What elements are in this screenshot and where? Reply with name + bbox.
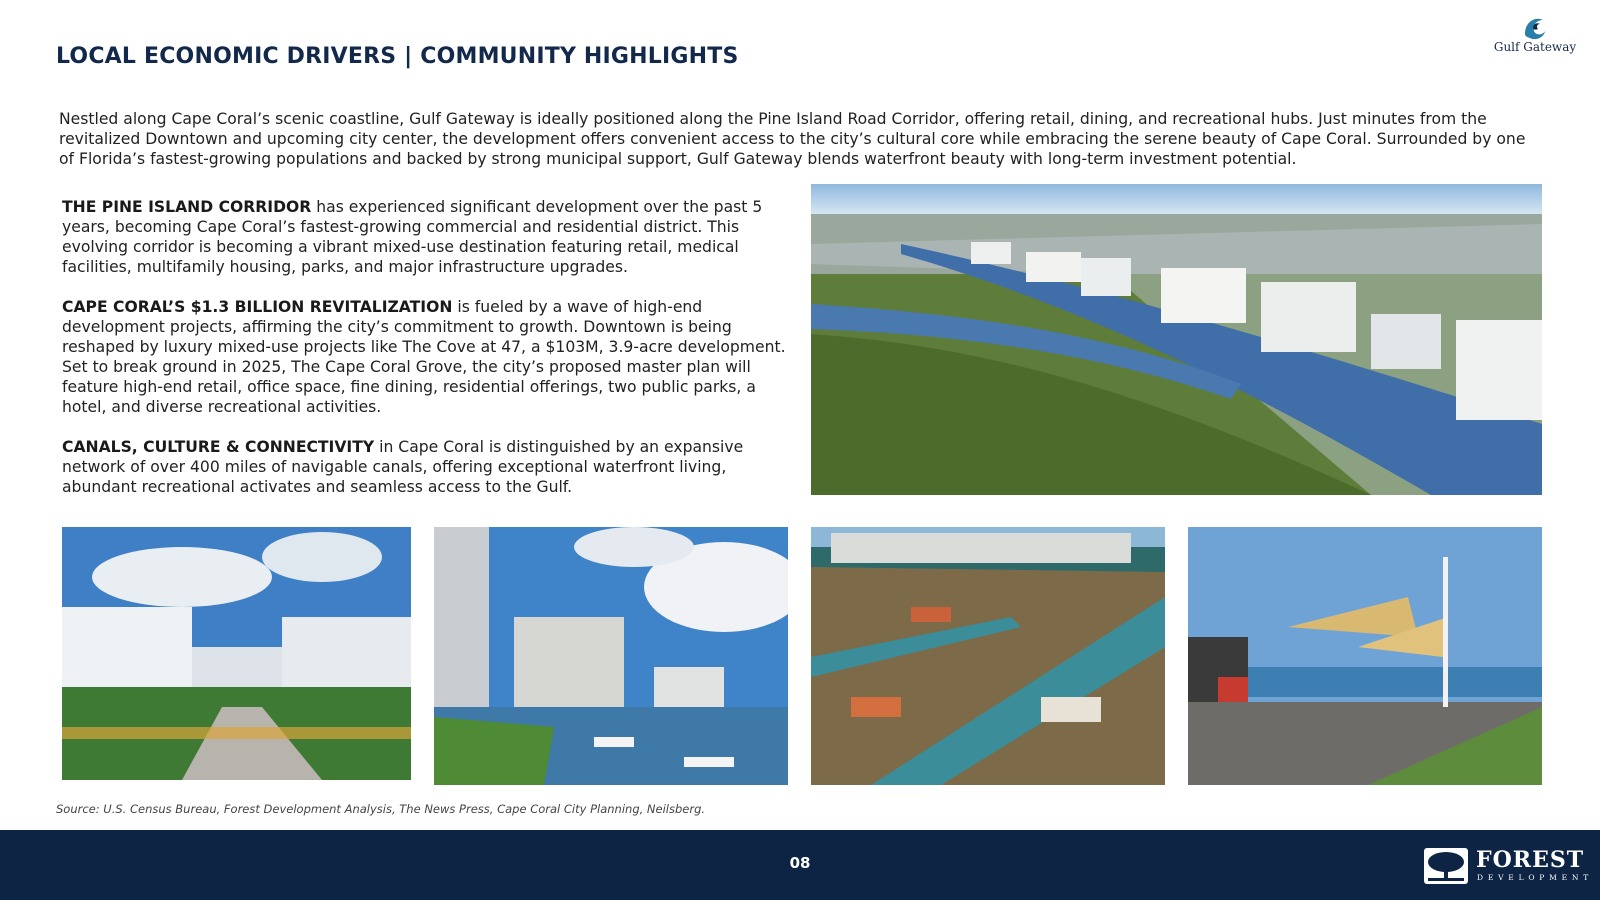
forest-development-logo: [1424, 847, 1594, 884]
section-lead: CAPE CORAL’S $1.3 BILLION REVITALIZATION: [62, 298, 453, 316]
highlight-sections: [62, 197, 792, 517]
source-citation: Source: U.S. Census Bureau, Forest Development Analysis, The News Press, Cape Coral City Planning, Neilsberg.: [56, 802, 706, 816]
page-number: 08: [789, 854, 811, 872]
marina-building-photo: [434, 527, 788, 785]
section-revitalization: [62, 297, 792, 417]
wave-icon: [1521, 14, 1549, 40]
canal-aerial-photo: [811, 527, 1165, 785]
logo-wordmark: Gulf Gateway: [1493, 40, 1577, 54]
section-pine-island: [62, 197, 792, 277]
gulf-gateway-logo: [1490, 14, 1580, 62]
section-lead: THE PINE ISLAND CORRIDOR: [62, 198, 312, 216]
section-body: is fueled by a wave of high-end development projects, affirming the city’s commitment to growth. Downtown is being reshaped by luxury mixed-use projects like The Cove at 47, a $103M, 3.9-acre development. Set to break ground in 2025, The Cape Coral Grove, the city’s proposed master plan will feature high-end retail, office space, fine dining, residential offerings, two public parks, a hotel, and diverse recreational activities.: [62, 298, 786, 416]
section-body: in Cape Coral is distinguished by an expansive network of over 400 miles of navigable canals, offering exceptional waterfront living, abundant recreational activates and seamless access to the Gulf.: [62, 438, 744, 496]
page-title: LOCAL ECONOMIC DRIVERS | COMMUNITY HIGHLIGHTS: [56, 44, 739, 69]
section-body: has experienced significant development over the past 5 years, becoming Cape Coral’s fastest-growing commercial and residential district. This evolving corridor is becoming a vibrant mixed-use destination featuring retail, medical facilities, multifamily housing, parks, and major infrastructure upgrades.: [62, 198, 763, 276]
footer-bar: [0, 830, 1600, 900]
logo-subtitle: DEVELOPMENT: [1477, 873, 1594, 882]
entrance-rendering-photo: [62, 527, 411, 780]
logo-name: FOREST: [1476, 847, 1585, 873]
section-canals: [62, 437, 792, 497]
tree-icon: [1424, 848, 1468, 884]
section-lead: CANALS, CULTURE & CONNECTIVITY: [62, 438, 375, 456]
aerial-development-photo: [811, 184, 1542, 495]
waterfront-plaza-photo: [1188, 527, 1542, 785]
intro-paragraph: Nestled along Cape Coral’s scenic coastline, Gulf Gateway is ideally positioned along the Pine Island Road Corridor, offering retail, dining, and recreational hubs. Just minutes from the revitalized Downtown and upcoming city center, the development offers convenient access to the city’s cultural core while embracing the serene beauty of Cape Coral. Surrounded by one of Florida’s fastest-growing populations and backed by strong municipal support, Gulf Gateway blends waterfront beauty with long-term investment potential.: [59, 110, 1526, 168]
